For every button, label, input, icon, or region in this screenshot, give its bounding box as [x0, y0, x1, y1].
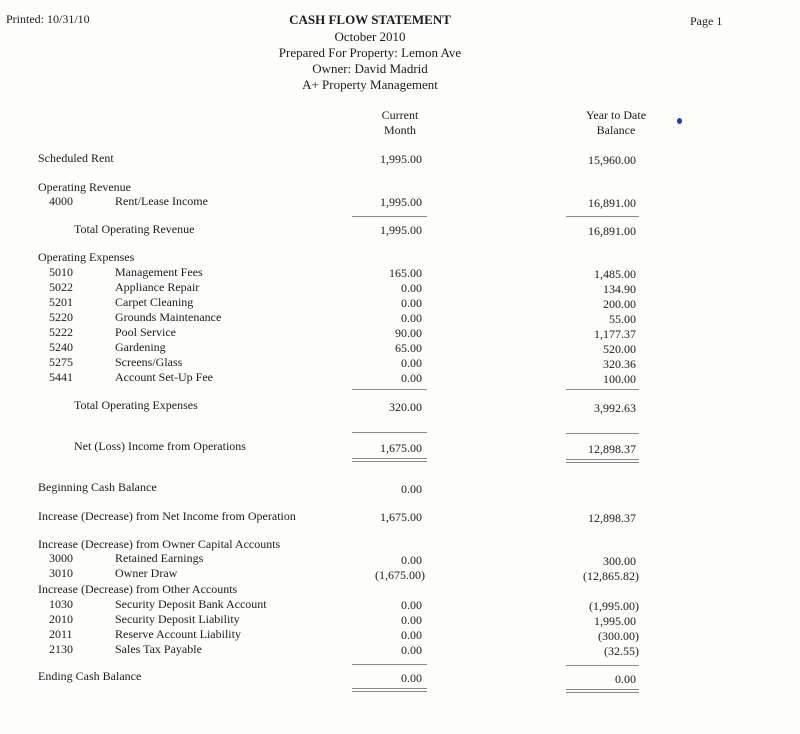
- other-current: 0.00: [401, 598, 422, 612]
- pen-mark: [677, 118, 682, 124]
- report-period: October 2010: [334, 29, 406, 44]
- operating-expenses-heading: Operating Expenses: [38, 250, 135, 264]
- expense-current: 0.00: [401, 311, 422, 325]
- subtotal-rule-current: [352, 216, 427, 217]
- expense-name: Appliance Repair: [115, 280, 200, 294]
- total-revenue-current: 1,995.00: [380, 223, 422, 237]
- expense-current: 65.00: [395, 341, 422, 355]
- scheduled-rent-ytd: 15,960.00: [588, 153, 636, 167]
- expense-current: 165.00: [389, 266, 422, 280]
- other-current: 0.00: [401, 628, 422, 642]
- expense-ytd: 100.00: [603, 372, 636, 386]
- scheduled-rent-label: Scheduled Rent: [38, 151, 114, 165]
- capital-current: 0.00: [401, 553, 422, 567]
- double-rule-current: [352, 458, 427, 462]
- expense-name: Grounds Maintenance: [115, 310, 222, 324]
- other-accounts-heading: Increase (Decrease) from Other Accounts: [38, 582, 238, 596]
- total-revenue-ytd: 16,891.00: [588, 224, 636, 238]
- total-expenses-label: Total Operating Expenses: [74, 398, 198, 412]
- revenue-ytd: 16,891.00: [588, 196, 636, 210]
- expense-code: 5201: [49, 295, 73, 309]
- other-name: Sales Tax Payable: [115, 642, 202, 656]
- beginning-cash-current: 0.00: [401, 482, 422, 496]
- revenue-code: 4000: [49, 194, 73, 208]
- expense-current: 0.00: [401, 296, 422, 310]
- total-expenses-ytd: 3,992.63: [594, 401, 636, 415]
- increase-net-current: 1,675.00: [380, 510, 422, 524]
- capital-current: (1,675.00): [375, 568, 425, 582]
- expense-current: 0.00: [401, 356, 422, 370]
- other-ytd: (1,995.00): [589, 599, 639, 613]
- owner-name: Owner: David Madrid: [312, 61, 428, 76]
- expense-name: Management Fees: [115, 265, 203, 279]
- revenue-name: Rent/Lease Income: [115, 194, 208, 208]
- column-year-to-date: Year to Date Balance: [585, 108, 647, 137]
- expense-code: 5222: [49, 325, 73, 339]
- expense-ytd: 1,485.00: [594, 267, 636, 281]
- other-code: 2130: [49, 642, 73, 656]
- net-income-ytd: 12,898.37: [588, 442, 636, 456]
- expense-name: Gardening: [115, 340, 166, 354]
- printed-date: Printed: 10/31/10: [6, 12, 90, 26]
- net-income-label: Net (Loss) Income from Operations: [74, 439, 246, 453]
- other-name: Security Deposit Liability: [115, 612, 240, 626]
- expense-ytd: 520.00: [603, 342, 636, 356]
- expense-name: Account Set-Up Fee: [115, 370, 213, 384]
- expense-ytd: 200.00: [603, 297, 636, 311]
- expense-current: 90.00: [395, 326, 422, 340]
- page-number: Page 1: [690, 14, 723, 28]
- other-name: Security Deposit Bank Account: [115, 597, 267, 611]
- expense-current: 0.00: [401, 281, 422, 295]
- operating-revenue-heading: Operating Revenue: [38, 180, 131, 194]
- expense-code: 5220: [49, 310, 73, 324]
- expense-code: 5022: [49, 280, 73, 294]
- other-name: Reserve Account Liability: [115, 627, 241, 641]
- other-ytd: (300.00): [598, 629, 639, 643]
- total-expenses-current: 320.00: [389, 400, 422, 414]
- other-code: 2011: [49, 627, 73, 641]
- capital-name: Owner Draw: [115, 566, 178, 580]
- double-rule-ytd: [566, 459, 639, 463]
- other-code: 1030: [49, 597, 73, 611]
- expense-ytd: 134.90: [603, 282, 636, 296]
- owner-capital-heading: Increase (Decrease) from Owner Capital Accounts: [38, 537, 281, 551]
- increase-net-ytd: 12,898.37: [588, 511, 636, 525]
- subtotal-rule-ytd: [566, 389, 639, 390]
- company-name: A+ Property Management: [302, 77, 438, 92]
- total-rule-ytd: [566, 433, 639, 434]
- report-title: CASH FLOW STATEMENT: [289, 12, 451, 27]
- other-ytd: 1,995.00: [594, 614, 636, 628]
- expense-ytd: 1,177.37: [594, 327, 636, 341]
- ending-cash-current: 0.00: [401, 671, 422, 685]
- ending-cash-ytd: 0.00: [615, 672, 636, 686]
- expense-ytd: 320.36: [603, 357, 636, 371]
- total-rule-current: [352, 432, 427, 433]
- beginning-cash-label: Beginning Cash Balance: [38, 480, 157, 494]
- expense-code: 5275: [49, 355, 73, 369]
- subtotal-rule-current: [352, 664, 427, 665]
- capital-ytd: (12,865.82): [583, 569, 639, 583]
- capital-name: Retained Earnings: [115, 551, 204, 565]
- expense-name: Pool Service: [115, 325, 176, 339]
- total-revenue-label: Total Operating Revenue: [74, 222, 195, 236]
- other-current: 0.00: [401, 643, 422, 657]
- subtotal-rule-current: [352, 389, 427, 390]
- ending-cash-label: Ending Cash Balance: [38, 669, 142, 683]
- subtotal-rule-ytd: [566, 665, 639, 666]
- scheduled-rent-current: 1,995.00: [380, 152, 422, 166]
- other-current: 0.00: [401, 613, 422, 627]
- increase-net-label: Increase (Decrease) from Net Income from Operation: [38, 509, 296, 523]
- net-income-current: 1,675.00: [380, 441, 422, 455]
- revenue-current: 1,995.00: [380, 195, 422, 209]
- capital-code: 3010: [49, 566, 73, 580]
- other-ytd: (32.55): [604, 644, 639, 658]
- expense-code: 5441: [49, 370, 73, 384]
- double-rule-current: [352, 688, 427, 692]
- capital-code: 3000: [49, 551, 73, 565]
- expense-ytd: 55.00: [609, 312, 636, 326]
- column-current-month: Current Month: [381, 108, 419, 137]
- expense-code: 5240: [49, 340, 73, 354]
- property-name: Prepared For Property: Lemon Ave: [278, 45, 462, 60]
- expense-code: 5010: [49, 265, 73, 279]
- expense-name: Carpet Cleaning: [115, 295, 194, 309]
- capital-ytd: 300.00: [603, 554, 636, 568]
- other-code: 2010: [49, 612, 73, 626]
- double-rule-ytd: [566, 689, 639, 693]
- expense-name: Screens/Glass: [115, 355, 183, 369]
- expense-current: 0.00: [401, 371, 422, 385]
- subtotal-rule-ytd: [566, 216, 639, 217]
